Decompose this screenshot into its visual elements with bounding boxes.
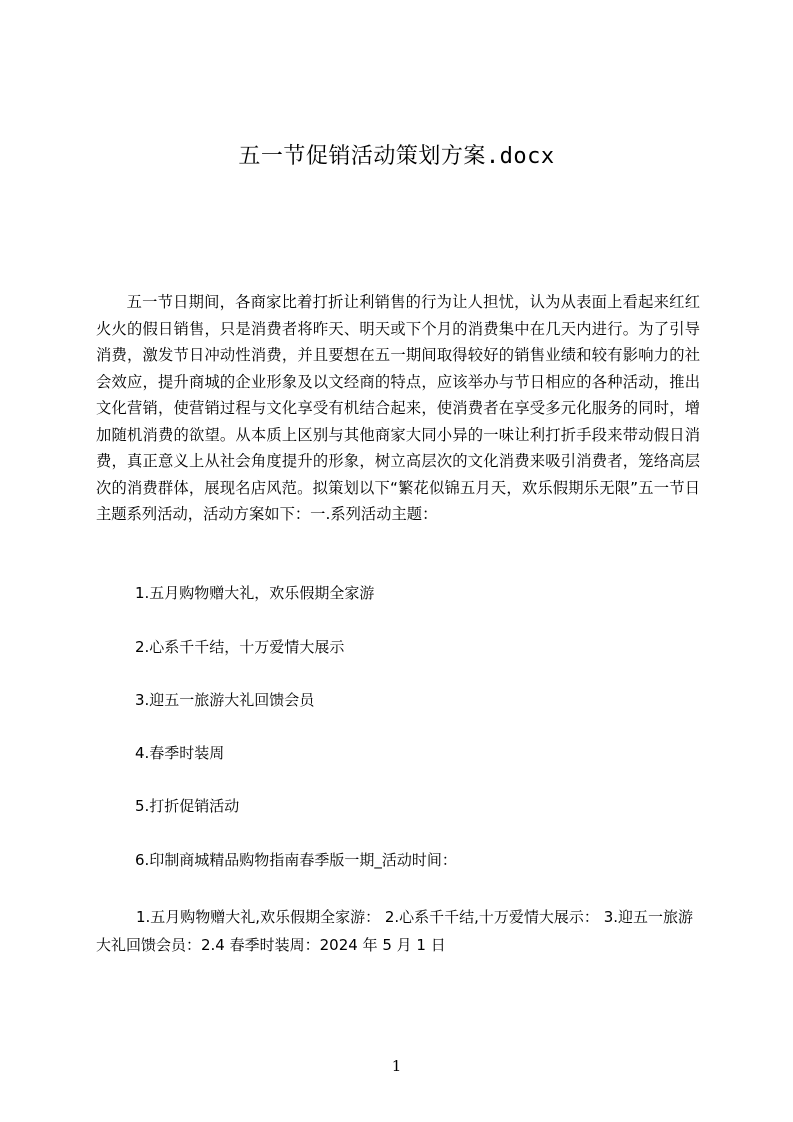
list-item: 1.五月购物赠大礼，欢乐假期全家游 <box>135 584 375 602</box>
document-title: 五一节促销活动策划方案.docx <box>238 144 555 169</box>
list-item: 2.心系千千结，十万爱情大展示 <box>135 638 345 656</box>
list-item: 6.印制商城精品购物指南春季版一期_活动时间： <box>135 851 457 869</box>
list-item: 4.春季时装周 <box>135 744 225 762</box>
list-item: 3.迎五一旅游大礼回馈会员 <box>135 691 315 709</box>
summary-paragraph: 1.五月购物赠大礼,欢乐假期全家游： 2.心系千千结,十万爱情大展示： 3.迎五一旅游大礼回馈会员：2.4 春季时装周：2024 年 5 月 1 日 <box>96 908 694 954</box>
list-item: 5.打折促销活动 <box>135 797 240 815</box>
page-number: 1 <box>391 1057 402 1075</box>
intro-paragraph: 五一节日期间，各商家比着打折让利销售的行为让人担忧，认为从表面上看起来红红火火的假日销售，只是消费者将昨天、明天或下个月的消费集中在几天内进行。为了引导消费，激发节日冲动性消费，并且要想在五一期间取得较好的销售业绩和较有影响力的社会效应，提升商城的企业形象及以文经商的特点，应该举办与节日相应的各种活动，推出文化营销，使营销过程与文化享受有机结合起来，使消费者在享受多元化服务的同时，增加随机消费的欲望。从本质上区别与其他商家大同小异的一味让利打折手段来带动假日消费，真正意义上从社会角度提升的形象，树立高层次的文化消费来吸引消费者，笼络高层次的消费群体，展现名店风范。拟策划以下“繁花似锦五月天，欢乐假期乐无限”五一节日主题系列活动，活动方案如下：一.系列活动主题： <box>96 293 700 523</box>
